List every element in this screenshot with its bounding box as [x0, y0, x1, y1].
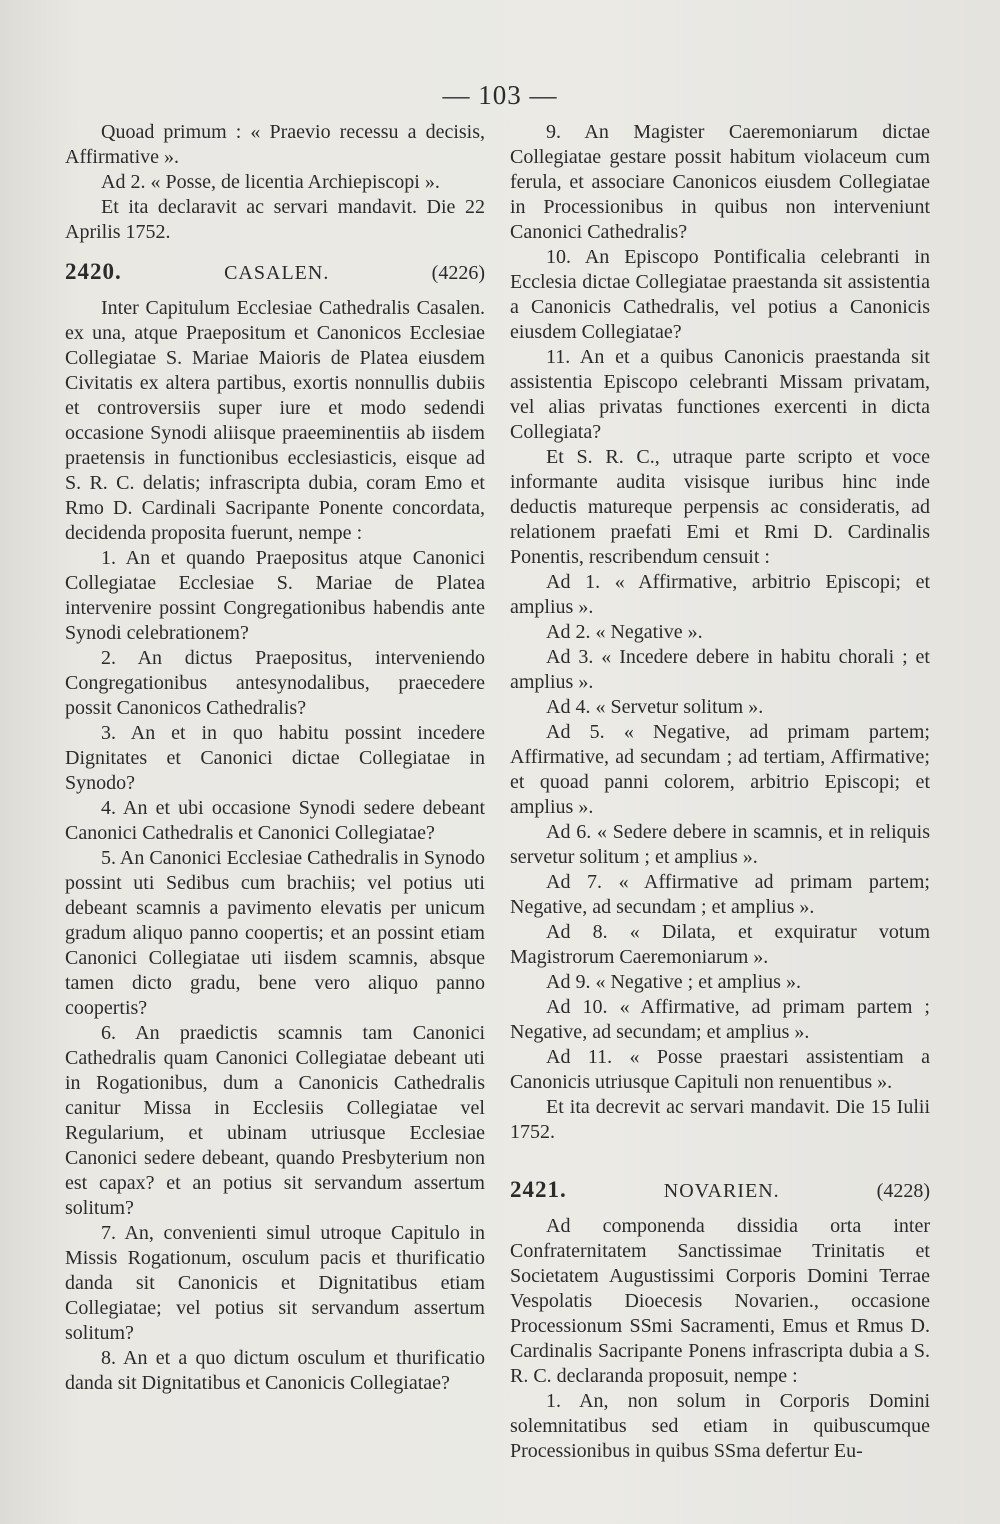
entry-2420-question-4: 4. An et ubi occasione Synodi sedere debeant Canonici Cathedralis et Canonici Collegiatae?	[65, 797, 485, 844]
answer-8: Ad 8. « Dilata, et exquiratur votum Magistrorum Caeremoniarum ».	[510, 921, 930, 968]
answer-11: Ad 11. « Posse praestari assistentiam a Canonicis utriusque Capituli non renuentibus ».	[510, 1046, 930, 1093]
entry-2420-question-1: 1. An et quando Praepositus atque Canonici Collegiatae Ecclesiae S. Mariae de Platea intervenire possint Congregationibus habendis ante Synodi celebrationem?	[65, 547, 485, 644]
left-column	[65, 120, 485, 1396]
intro-paragraph-3: Et ita declaravit ac servari mandavit. Die 22 Aprilis 1752.	[65, 196, 485, 243]
entry-2420-paragraph: Inter Capitulum Ecclesiae Cathedralis Casalen. ex una, atque Praepositum et Canonicos Ecclesiae Collegiatae S. Mariae Maioris de Platea eiusdem Civitatis ex altera partibus, exortis nonnullis dubiis et controversiis super iure et modo sedendi occasione Synodi aliisque praeeminentiis ab iisdem praetensis in functionibus ecclesiasticis, eisque ad S. R. C. delatis; infrascripta dubia, coram Emo et Rmo D. Cardinali Sacripante Ponente concordata, decidenda proposita fuerunt, nempe :	[65, 297, 485, 544]
answer-10: Ad 10. « Affirmative, ad primam partem ; Negative, ad secundam; et amplius ».	[510, 996, 930, 1043]
answer-3: Ad 3. « Incedere debere in habitu chorali ; et amplius ».	[510, 646, 930, 693]
entry-2421-header	[510, 1177, 930, 1204]
entry-2420-question-3: 3. An et in quo habitu possint incedere Dignitates et Canonici dictae Collegiatae in Synodo?	[65, 722, 485, 794]
entry-2420-ref: (4226)	[431, 262, 485, 284]
page-number: — 103 —	[442, 80, 558, 110]
intro-paragraph-2: Ad 2. « Posse, de licentia Archiepiscopi ».	[101, 171, 440, 193]
answer-5: Ad 5. « Negative, ad primam partem; Affirmative, ad secundam ; ad tertiam, Affirmative; et quoad panni colorem, arbitrio Episcopi; et amplius ».	[510, 721, 930, 818]
answer-4: Ad 4. « Servetur solitum ».	[546, 696, 764, 718]
question-11: 11. An et a quibus Canonicis praestanda sit assistentia Episcopo celebranti Missam privatam, vel alias privatas functiones exercenti in dicta Collegiata?	[510, 346, 930, 443]
answer-1: Ad 1. « Affirmative, arbitrio Episcopi; et amplius ».	[510, 571, 930, 618]
decree-closing: Et ita decrevit ac servari mandavit. Die 15 Iulii 1752.	[510, 1096, 930, 1143]
entry-2421-question-1: 1. An, non solum in Corporis Domini solemnitatibus sed etiam in quibuscumque Processionibus in quibus SSma defertur Eu-	[510, 1390, 930, 1462]
resolution-intro: Et S. R. C., utraque parte scripto et voce informante audita visisque iuribus hinc inde deductis matureque perpensis ac consideratis, ad relationem praefati Emi et Rmi D. Cardinalis Ponentis, rescribendum censuit :	[510, 446, 930, 568]
entry-2421-number: 2421.	[510, 1177, 567, 1202]
entry-2420-question-5: 5. An Canonici Ecclesiae Cathedralis in Synodo possint uti Sedibus cum brachiis; vel potius uti debeant scamnis a pavimento elevatis per unicum gradum aliquo panno coopertis; et an possint etiam Canonici Collegiatae uti iisdem scamnis, absque tamen dicto gradu, bene vero aliquo panno coopertis?	[65, 847, 485, 1019]
answer-7: Ad 7. « Affirmative ad primam partem; Negative, ad secundam ; et amplius ».	[510, 871, 930, 918]
entry-2420-question-2: 2. An dictus Praepositus, interveniendo Congregationibus antesynodalibus, praecedere possit Canonicos Cathedralis?	[65, 647, 485, 719]
question-10: 10. An Episcopo Pontificalia celebranti in Ecclesia dictae Collegiatae praestanda sit assistentia a Canonicis Cathedralis, vel potius a Canonicis eiusdem Collegiatae?	[510, 246, 930, 343]
answer-6: Ad 6. « Sedere debere in scamnis, et in reliquis servetur solitum ; et amplius ».	[510, 821, 930, 868]
entry-gap	[510, 1145, 930, 1163]
answer-9: Ad 9. « Negative ; et amplius ».	[546, 971, 801, 993]
entry-2421-title: NOVARIEN.	[663, 1180, 780, 1202]
entry-2420-header	[65, 259, 485, 286]
right-column	[510, 120, 930, 1464]
entry-2420-question-6: 6. An praedictis scamnis tam Canonici Cathedralis quam Canonici Collegiatae debeant uti in Rogationibus, dum a Canonicis Cathedralis canitur Missa in Ecclesiis Collegiatae vel Regularium, et ubinam utriusque Ecclesiae Canonici sedere debeant, quando Presbyterium non est capax? et an potius sit servandum assertum solitum?	[65, 1022, 485, 1219]
entry-2420-number: 2420.	[65, 259, 122, 284]
question-9: 9. An Magister Caeremoniarum dictae Collegiatae gestare possit habitum violaceum cum ferula, et associare Canonicos eiusdem Collegiatae in Processionibus in quibus non interveniunt Canonici Cathedralis?	[510, 121, 930, 243]
answer-2: Ad 2. « Negative ».	[546, 621, 703, 643]
entry-2420-question-8: 8. An et a quo dictum osculum et thurificatio danda sit Dignitatibus et Canonicis Collegiatae?	[65, 1347, 485, 1394]
intro-paragraph-1: Quoad primum : « Praevio recessu a decisis, Affirmative ».	[65, 121, 485, 168]
entry-2421-paragraph: Ad componenda dissidia orta inter Confraternitatem Sanctissimae Trinitatis et Societatem Augustissimi Corporis Domini Terrae Vespolatis Dioecesis Novarien., occasione Processionum SSmi Sacramenti, Emus et Rmus D. Cardinalis Sacripante Ponens infrascripta dubia a S. R. C. declaranda proposuit, nempe :	[510, 1215, 930, 1387]
entry-2420-question-7: 7. An, convenienti simul utroque Capitulo in Missis Rogationum, osculum pacis et thurificatio danda sit Canonicis et Dignitatibus etiam Collegiatae; vel potius sit servandum assertum solitum?	[65, 1222, 485, 1344]
entry-2421-ref: (4228)	[876, 1180, 930, 1202]
entry-2420-title: CASALEN.	[224, 262, 330, 284]
